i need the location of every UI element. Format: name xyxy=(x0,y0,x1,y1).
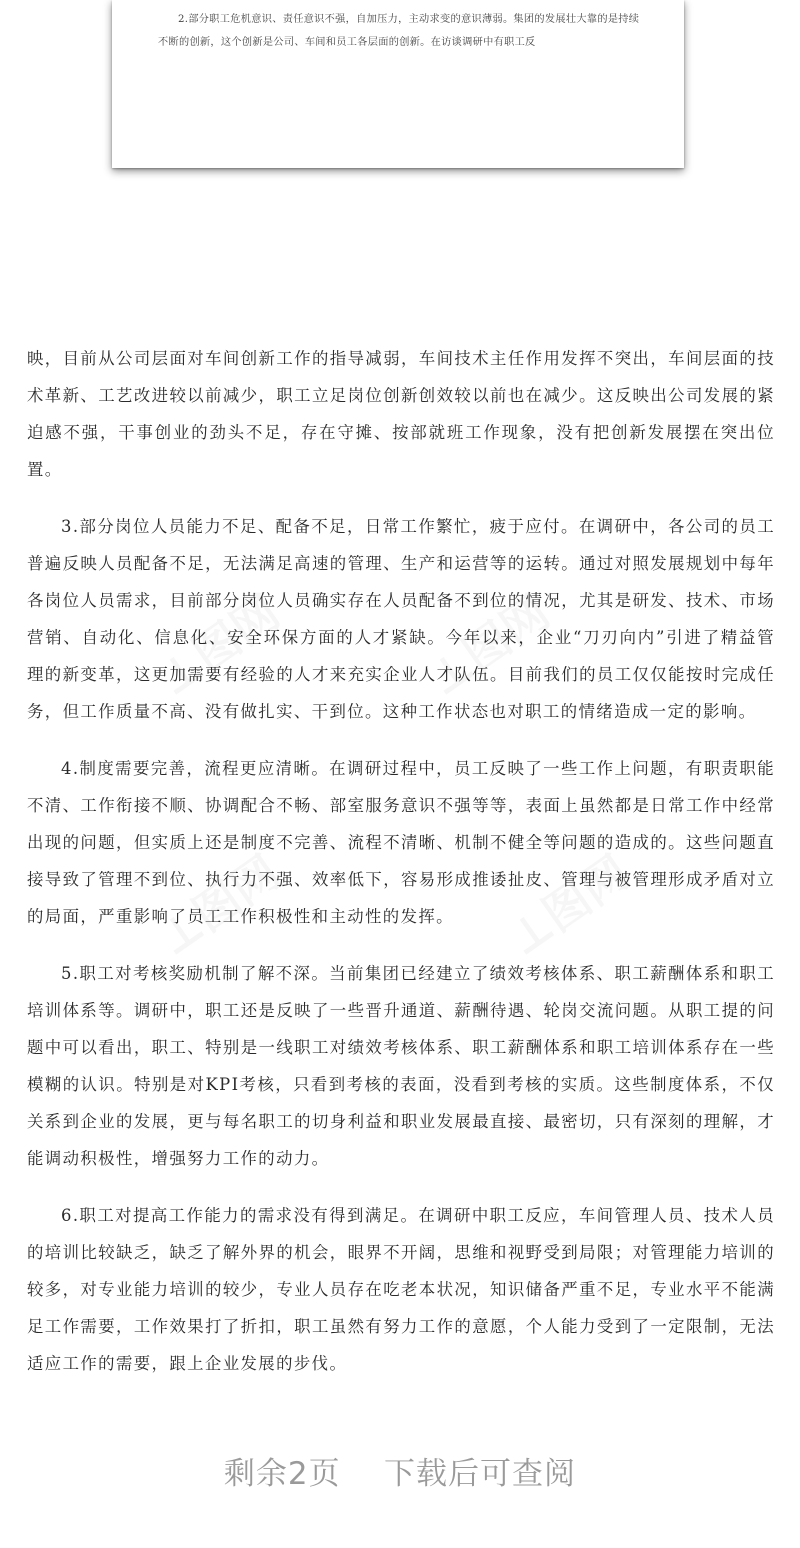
paragraph-item-3: 3.部分岗位人员能力不足、配备不足，日常工作繁忙，疲于应付。在调研中，各公司的员工普遍反映人员配备不足，无法满足高速的管理、生产和运营等的运转。通过对照发展规划中每年各岗位人员需求，目前部分岗位人员确实存在人员配备不到位的情况，尤其是研发、技术、市场营销、自动化、信息化、安全环保方面的人才紧缺。今年以来，企业“刀刃向内”引进了精益管理的新变革，这更加需要有经验的人才来充实企业人才队伍。目前我们的员工仅仅能按时完成任务，但工作质量不高、没有做扎实、干到位。这种工作状态也对职工的情绪造成一定的影响。 xyxy=(27,517,775,721)
paragraph-continuation: 映，目前从公司层面对车间创新工作的指导减弱，车间技术主任作用发挥不突出，车间层面的技术革新、工艺改进较以前减少，职工立足岗位创新创效较以前也在减少。这反映出公司发展的紧迫感不强，干事创业的劲头不足，存在守摊、按部就班工作现象，没有把创新发展摆在突出位置。 xyxy=(27,349,775,479)
paragraph-item-5: 5.职工对考核奖励机制了解不深。当前集团已经建立了绩效考核体系、职工薪酬体系和职工培训体系等。调研中，职工还是反映了一些晋升通道、薪酬待遇、轮岗交流问题。从职工提的问题中可以看出，职工、特别是一线职工对绩效考核体系、职工薪酬体系和职工培训体系存在一些模糊的认识。特别是对KPI考核，只看到考核的表面，没看到考核的实质。这些制度体系，不仅关系到企业的发展，更与每名职工的切身利益和职业发展最直接、最密切，只有深刻的理解，才能调动积极性，增强努力工作的动力。 xyxy=(27,964,775,1168)
preview-page-text: 2.部分职工危机意识、责任意识不强，自加压力，主动求变的意识薄弱。集团的发展壮大靠的是持续不断的创新，这个创新是公司、车间和员工各层面的创新。在访谈调研中有职工反 xyxy=(158,14,640,48)
preview-page-card xyxy=(112,0,684,168)
document-body xyxy=(27,340,775,1402)
paragraph-item-6: 6.职工对提高工作能力的需求没有得到满足。在调研中职工反应，车间管理人员、技术人员的培训比较缺乏，缺乏了解外界的机会，眼界不开阔，思维和视野受到局限；对管理能力培训的较多，对专业能力培训的较少，专业人员存在吃老本状况，知识储备严重不足，专业水平不能满足工作需要，工作效果打了折扣，职工虽然有努力工作的意愿，个人能力受到了一定限制，无法适应工作的需要，跟上企业发展的步伐。 xyxy=(27,1206,775,1373)
paragraph-item-4: 4.制度需要完善，流程更应清晰。在调研过程中，员工反映了一些工作上问题，有职责职能不清、工作衔接不顺、协调配合不畅、部室服务意识不强等等，表面上虽然都是日常工作中经常出现的问题，但实质上还是制度不完善、流程不清晰、机制不健全等问题的造成的。这些问题直接导致了管理不到位、执行力不强、效率低下，容易形成推诿扯皮、管理与被管理形成矛盾对立的局面，严重影响了员工工作积极性和主动性的发挥。 xyxy=(27,759,775,926)
remaining-pages-download-note[interactable]: 剩余2页 下载后可查阅 xyxy=(223,1456,577,1492)
